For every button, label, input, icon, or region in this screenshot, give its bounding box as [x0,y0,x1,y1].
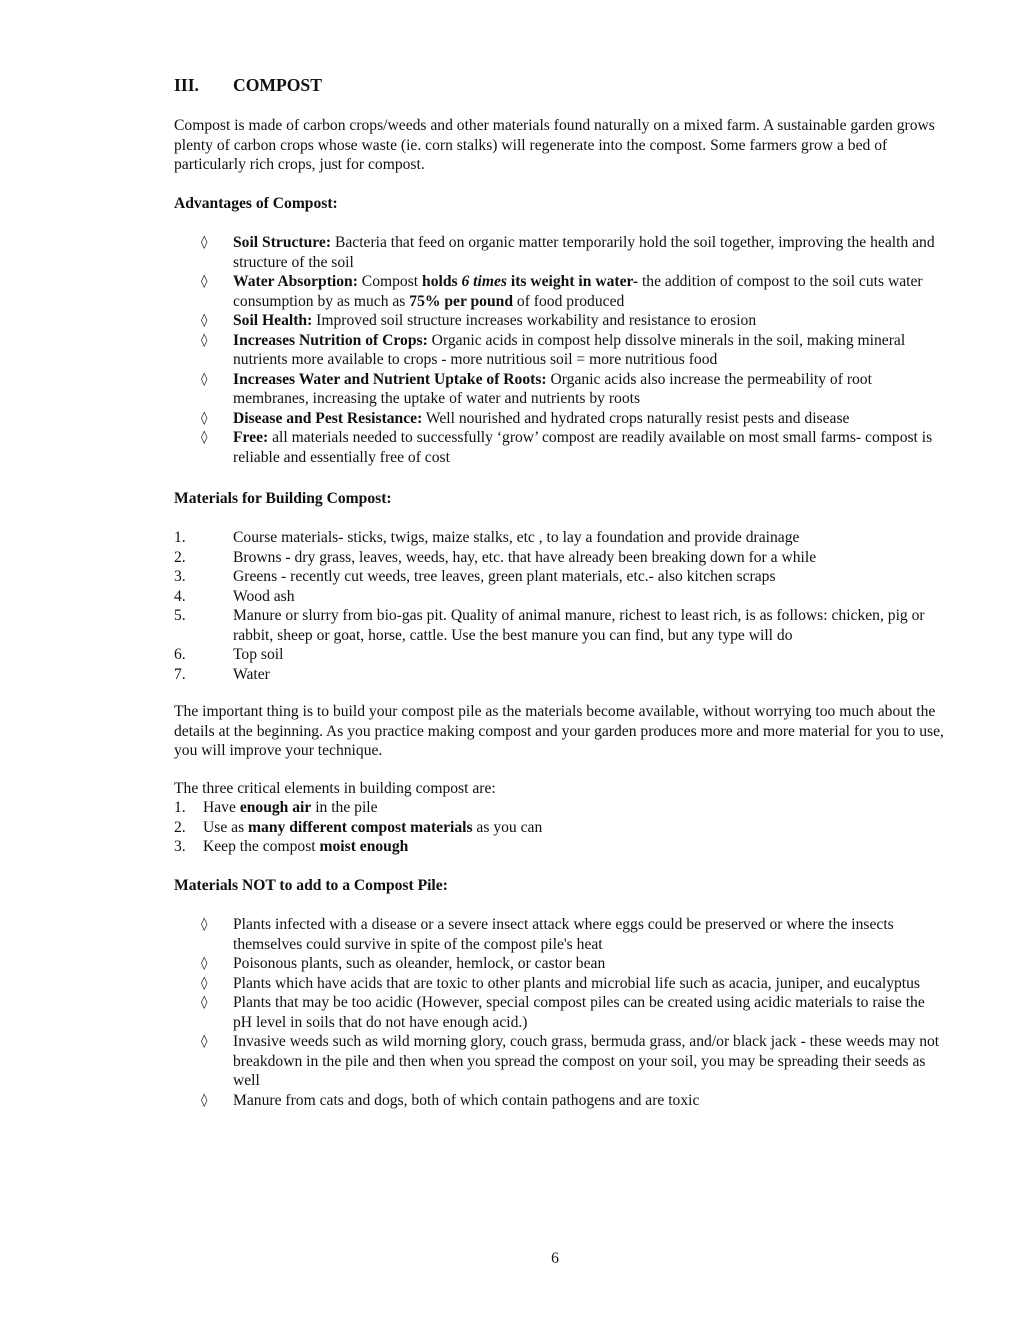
item-number: 3. [174,838,186,855]
bullet-diamond-icon: ◊ [201,332,208,348]
critical-list [174,798,944,857]
page-number: 6 [551,1250,559,1267]
item-text: of food produced [513,292,625,310]
advantages-list [174,233,944,467]
list-item [174,954,944,974]
list-item [174,837,944,857]
item-number: 4. [174,587,186,605]
item-number: 2. [174,818,186,836]
item-emphasis: 75% per pound [409,292,513,310]
item-text: Keep the compost [203,838,320,855]
bullet-diamond-icon: ◊ [201,956,208,971]
list-item [174,587,944,607]
item-number: 3. [174,568,186,585]
section-heading [174,76,322,96]
item-text: Manure or slurry from bio-gas pit. Quality of animal manure, richest to least rich, is as follows: chicken, pig or rabbit, sheep or goat, horse, cattle. Use the best manure you can find, but any type will do [233,607,925,644]
list-item [174,428,944,467]
bullet-diamond-icon: ◊ [201,371,208,387]
list-item [174,272,944,311]
technique-paragraph: The important thing is to build your compost pile as the materials become available, without worrying too much about the details at the beginning. As you practice making compost and your garden produces more and more material for you to use, you will improve your technique. [174,703,944,759]
item-label: Soil Health: [233,312,313,329]
item-text: the addition of compost to the soil cuts water consumption by as much as [233,273,923,310]
item-text: Bacteria that feed on organic matter temporarily hold the soil together, improving the health and structure of the soil [233,234,935,271]
list-item [174,567,944,587]
bullet-diamond-icon: ◊ [201,274,208,289]
item-number: 6. [174,646,186,663]
item-text: Improved soil structure increases workability and resistance to erosion [312,312,757,329]
materials-list [174,528,944,684]
list-item [174,798,944,818]
item-label: Increases Nutrition of Crops: [233,331,428,349]
list-item [174,645,944,665]
list-item [174,993,944,1032]
critical-intro: The three critical elements in building compost are: [174,780,496,797]
item-text: Top soil [233,646,284,663]
item-emphasis: its weight in water- [506,273,639,290]
list-item [174,665,944,685]
item-text: Plants which have acids that are toxic to other plants and microbial life such as acacia, juniper, and eucalyptus [233,974,921,992]
item-number: 5. [174,607,186,624]
item-text: Have [203,799,240,816]
item-emphasis: moist enough [319,838,409,855]
item-text: Wood ash [233,587,295,605]
item-label: Soil Structure: [233,234,332,251]
item-text: Greens - recently cut weeds, tree leaves, green plant materials, etc.- also kitchen scraps [233,568,776,585]
item-text: Use as [203,818,249,836]
bullet-diamond-icon: ◊ [201,235,208,250]
list-item [174,528,944,548]
item-number: 1. [174,799,186,816]
bullet-diamond-icon: ◊ [201,430,208,445]
item-emphasis: many different compost materials [248,818,473,836]
list-item [174,1032,944,1091]
bullet-diamond-icon: ◊ [201,313,208,328]
item-text: Water [233,665,270,683]
item-label: Water Absorption: [233,273,358,290]
list-item [174,409,944,429]
item-text: Compost [357,273,423,290]
list-item [174,606,944,645]
item-emphasis: enough air [239,799,312,816]
item-text: Invasive weeds such as wild morning glory, couch grass, bermuda grass, and/or black jack - these weeds may not breakdown in the pile and then when you spread the compost on your soil, you may be spreading their seeds as well [233,1033,940,1089]
bullet-diamond-icon: ◊ [201,1092,208,1108]
materials-heading: Materials for Building Compost: [174,490,392,507]
section-number: III. [174,75,199,95]
bullet-diamond-icon: ◊ [201,410,208,426]
item-text: in the pile [311,799,378,816]
item-text: Organic acids in compost help dissolve minerals in the soil, making mineral nutrients more available to crops - more nutritious soil = more nutritious food [233,331,906,368]
item-emphasis: holds [422,273,462,290]
item-text: Organic acids also increase the permeability of root membranes, increasing the uptake of water and nutrients by roots [233,370,872,407]
item-text: Browns - dry grass, leaves, weeds, hay, etc. that have already been breaking down for a while [233,548,817,566]
list-item [174,974,944,994]
item-label: Free: [233,429,269,446]
bullet-diamond-icon: ◊ [201,917,208,932]
item-number: 7. [174,665,186,683]
item-label: Disease and Pest Resistance: [233,409,423,427]
item-text: Manure from cats and dogs, both of which contain pathogens and are toxic [233,1091,700,1109]
item-text: as you can [472,818,543,836]
list-item [174,818,944,838]
intro-paragraph: Compost is made of carbon crops/weeds and other materials found naturally on a mixed farm. A sustainable garden grows plenty of carbon crops whose waste (ie. corn stalks) will regenerate into the compost. Some farmers grow a bed of particularly rich crops, just for compost. [174,117,935,173]
item-text: Poisonous plants, such as oleander, hemlock, or castor bean [233,955,606,972]
list-item [174,311,944,331]
bullet-diamond-icon: ◊ [201,975,208,991]
bullet-diamond-icon: ◊ [201,995,208,1010]
list-item [174,331,944,370]
advantages-heading: Advantages of Compost: [174,195,338,212]
item-text: Plants that may be too acidic (However, special compost piles can be created using acidic materials to raise the pH level in soils that do not have enough acid.) [233,994,925,1031]
item-number: 2. [174,548,186,566]
section-title: COMPOST [233,75,322,95]
list-item [174,1091,944,1111]
item-label: Increases Water and Nutrient Uptake of Roots: [233,370,547,388]
item-text: all materials needed to successfully ‘grow’ compost are readily available on most small farms- compost is reliable and essentially free of cost [233,429,933,466]
list-item [174,548,944,568]
item-text: Well nourished and hydrated crops naturally resist pests and disease [422,409,850,427]
item-emphasis: 6 times [461,273,507,290]
item-text: Course materials- sticks, twigs, maize stalks, etc , to lay a foundation and provide drainage [233,529,800,546]
not-to-add-heading: Materials NOT to add to a Compost Pile: [174,877,448,894]
item-number: 1. [174,529,186,546]
list-item [174,370,944,409]
bullet-diamond-icon: ◊ [201,1034,208,1049]
item-text: Plants infected with a disease or a severe insect attack where eggs could be preserved or where the insects themselves could survive in spite of the compost pile's heat [233,916,894,953]
not-to-add-list [174,915,944,1110]
list-item [174,915,944,954]
list-item [174,233,944,272]
